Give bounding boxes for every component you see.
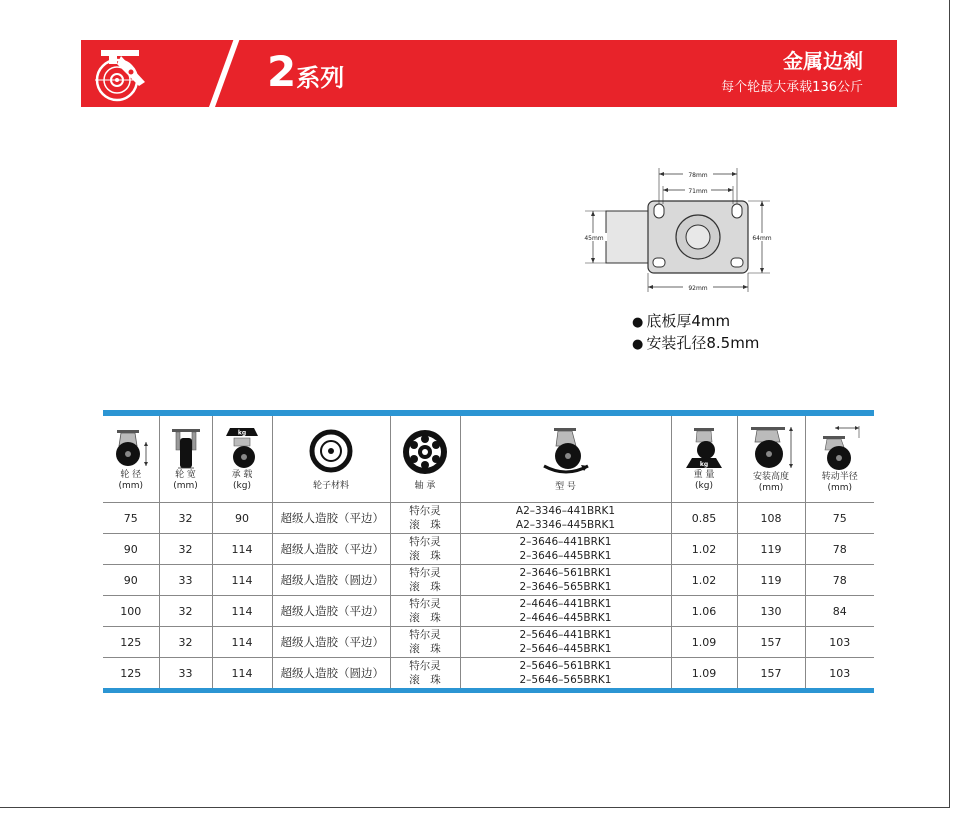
cell-diameter: 125 xyxy=(103,658,159,689)
cell-weight: 1.09 xyxy=(671,658,737,689)
cell-radius: 103 xyxy=(805,627,874,658)
spec-table xyxy=(103,410,874,693)
note-hole-diameter: ● 安装孔径8.5mm xyxy=(632,334,760,352)
cell-bearing: 特尔灵 滚 珠 xyxy=(390,627,460,658)
caster-weight-icon xyxy=(682,426,726,470)
series-number: 2 xyxy=(267,47,297,96)
cell-width: 33 xyxy=(159,565,212,596)
dim-left: 45mm xyxy=(584,235,604,242)
cell-bearing: 特尔灵 滚 珠 xyxy=(390,534,460,565)
cell-material: 超级人造胶（平边） xyxy=(272,596,390,627)
table-row xyxy=(103,627,874,658)
cell-radius: 103 xyxy=(805,658,874,689)
swivel-radius-icon xyxy=(815,424,865,472)
col-material xyxy=(272,416,390,503)
col-weight-label: 重 量 xyxy=(693,470,715,480)
cell-height: 108 xyxy=(737,503,805,534)
col-width xyxy=(159,416,212,503)
col-load xyxy=(212,416,272,503)
brake-title: 金属边刹 xyxy=(783,49,863,73)
ball-bearing-icon xyxy=(400,427,450,477)
cell-bearing: 特尔灵 滚 珠 xyxy=(390,503,460,534)
cell-width: 33 xyxy=(159,658,212,689)
cell-radius: 78 xyxy=(805,534,874,565)
col-weight-unit: (kg) xyxy=(695,481,713,491)
series-label: 系列 xyxy=(296,64,345,92)
cell-load: 114 xyxy=(212,658,272,689)
cell-load: 114 xyxy=(212,627,272,658)
top-plate-drawing xyxy=(575,160,775,300)
cell-weight: 0.85 xyxy=(671,503,737,534)
col-diameter-unit: (mm) xyxy=(118,481,144,491)
max-load-subtitle: 每个轮最大承载136公斤 xyxy=(721,80,863,95)
cell-model: 2–3646–441BRK1 2–3646–445BRK1 xyxy=(460,534,671,565)
cell-material: 超级人造胶（平边） xyxy=(272,627,390,658)
col-height-unit: (mm) xyxy=(758,483,784,493)
cell-model: 2–3646–561BRK1 2–3646–565BRK1 xyxy=(460,565,671,596)
cell-model: 2–4646–441BRK1 2–4646–445BRK1 xyxy=(460,596,671,627)
spec-notes xyxy=(632,311,759,355)
dim-top-inner: 71mm xyxy=(688,188,708,195)
cell-diameter: 90 xyxy=(103,565,159,596)
series-title xyxy=(267,46,344,104)
cell-radius: 75 xyxy=(805,503,874,534)
header-divider xyxy=(206,40,241,107)
col-material-label: 轮子材料 xyxy=(312,480,349,491)
cell-bearing: 特尔灵 滚 珠 xyxy=(390,596,460,627)
col-radius-unit: (mm) xyxy=(827,483,853,493)
dim-right: 64mm xyxy=(752,235,772,242)
series-header xyxy=(81,40,897,107)
header-right xyxy=(721,48,863,98)
col-width-label: 轮 宽 xyxy=(175,470,196,480)
cell-material: 超级人造胶（平边） xyxy=(272,534,390,565)
cell-height: 157 xyxy=(737,658,805,689)
mounting-height-icon xyxy=(743,424,799,472)
wheel-material-icon xyxy=(307,427,355,475)
cell-height: 119 xyxy=(737,565,805,596)
cell-model: 2–5646–441BRK1 2–5646–445BRK1 xyxy=(460,627,671,658)
dim-top-outer: 78mm xyxy=(688,172,708,179)
cell-height: 119 xyxy=(737,534,805,565)
col-height-label: 安装高度 xyxy=(752,472,789,482)
cell-diameter: 75 xyxy=(103,503,159,534)
cell-radius: 84 xyxy=(805,596,874,627)
col-radius xyxy=(805,416,874,503)
load-icon-kg: kg xyxy=(237,429,247,437)
cell-bearing: 特尔灵 滚 珠 xyxy=(390,565,460,596)
table-header-row xyxy=(103,416,874,503)
caster-logo-icon xyxy=(87,42,155,104)
col-load-label: 承 载 xyxy=(231,470,253,480)
cell-width: 32 xyxy=(159,627,212,658)
table-row xyxy=(103,565,874,596)
cell-model: 2–5646–561BRK1 2–5646–565BRK1 xyxy=(460,658,671,689)
table-row xyxy=(103,503,874,534)
cell-diameter: 90 xyxy=(103,534,159,565)
col-load-unit: (kg) xyxy=(233,481,251,491)
table-row xyxy=(103,534,874,565)
col-width-unit: (mm) xyxy=(173,481,198,491)
cell-load: 90 xyxy=(212,503,272,534)
table-row xyxy=(103,658,874,689)
cell-material: 超级人造胶（圆边） xyxy=(272,565,390,596)
col-radius-label: 转动半径 xyxy=(821,472,858,482)
col-model xyxy=(460,416,671,503)
cell-height: 157 xyxy=(737,627,805,658)
load-weight-icon xyxy=(220,426,264,470)
col-diameter xyxy=(103,416,159,503)
cell-bearing: 特尔灵 滚 珠 xyxy=(390,658,460,689)
cell-diameter: 100 xyxy=(103,596,159,627)
table-bottom-bar xyxy=(103,688,874,693)
cell-width: 32 xyxy=(159,503,212,534)
dim-bottom: 92mm xyxy=(688,285,708,292)
cell-model: A2–3346–441BRK1 A2–3346–445BRK1 xyxy=(460,503,671,534)
col-diameter-label: 轮 径 xyxy=(120,470,142,480)
cell-load: 114 xyxy=(212,596,272,627)
wheel-width-icon xyxy=(166,426,206,470)
cell-diameter: 125 xyxy=(103,627,159,658)
cell-width: 32 xyxy=(159,596,212,627)
cell-load: 114 xyxy=(212,565,272,596)
table-row xyxy=(103,596,874,627)
col-bearing xyxy=(390,416,460,503)
col-height xyxy=(737,416,805,503)
swivel-caster-icon xyxy=(536,426,596,478)
col-weight xyxy=(671,416,737,503)
cell-material: 超级人造胶（圆边） xyxy=(272,658,390,689)
weight-icon-kg: kg xyxy=(699,461,709,468)
page-border-bottom xyxy=(0,807,950,808)
cell-height: 130 xyxy=(737,596,805,627)
cell-width: 32 xyxy=(159,534,212,565)
cell-weight: 1.06 xyxy=(671,596,737,627)
cell-weight: 1.02 xyxy=(671,565,737,596)
cell-material: 超级人造胶（平边） xyxy=(272,503,390,534)
cell-radius: 78 xyxy=(805,565,874,596)
cell-weight: 1.02 xyxy=(671,534,737,565)
wheel-diameter-icon xyxy=(109,426,153,470)
cell-weight: 1.09 xyxy=(671,627,737,658)
note-plate-thickness: ● 底板厚4mm xyxy=(632,312,731,330)
page-border-right xyxy=(949,0,950,808)
col-model-label: 型 号 xyxy=(555,481,576,492)
cell-load: 114 xyxy=(212,534,272,565)
col-bearing-label: 轴 承 xyxy=(414,480,436,491)
